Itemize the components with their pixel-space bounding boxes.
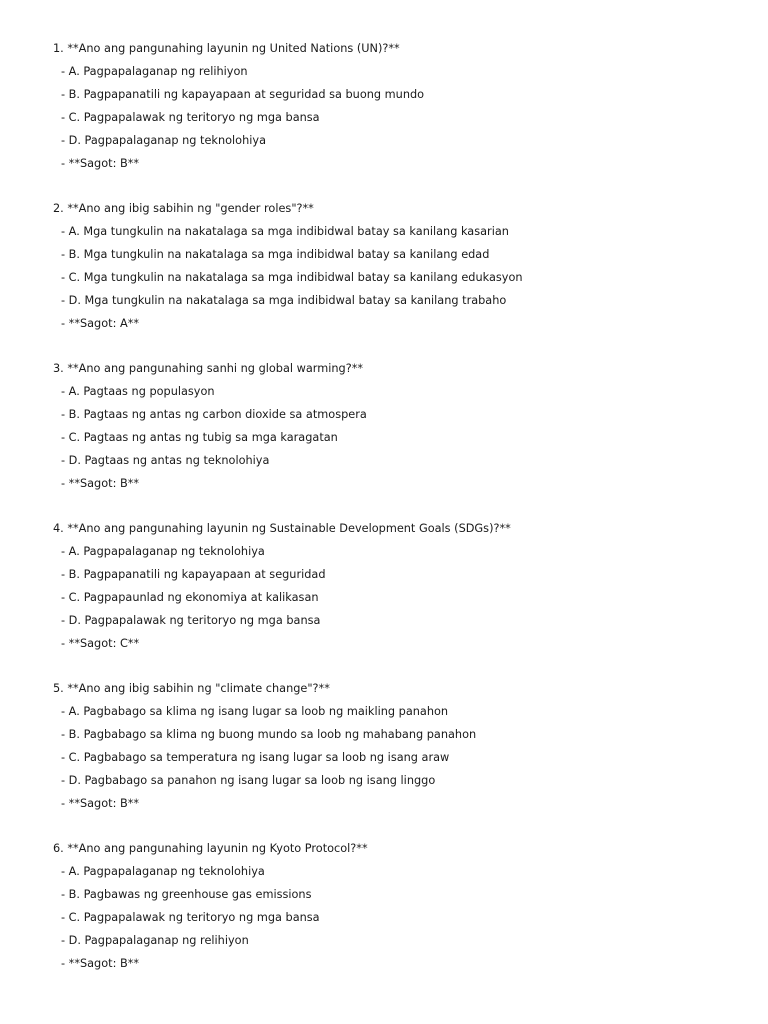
question-line xyxy=(53,842,753,865)
answer-line: - **Sagot: B** xyxy=(61,957,140,970)
option-a: - A. Pagpapalaganap ng teknolohiya xyxy=(61,545,265,558)
answer-line: - **Sagot: A** xyxy=(61,317,139,330)
answer-line: - **Sagot: B** xyxy=(61,477,140,490)
option-b: - B. Pagbawas ng greenhouse gas emissions xyxy=(61,888,312,901)
option-c: - C. Mga tungkulin na nakatalaga sa mga indibidwal batay sa kanilang edukasyon xyxy=(61,271,523,284)
option-d: - D. Pagpapalawak ng teritoryo ng mga bansa xyxy=(61,614,321,627)
option-a: - A. Pagpapalaganap ng teknolohiya xyxy=(61,865,265,878)
question-block xyxy=(53,522,753,660)
option-d: - D. Pagpapalaganap ng teknolohiya xyxy=(61,134,267,147)
question-text: **Ano ang ibig sabihin ng "climate change"?** xyxy=(67,682,330,695)
question-text: **Ano ang pangunahing layunin ng United Nations (UN)?** xyxy=(67,42,400,55)
question-number: 3. xyxy=(53,362,64,375)
option-a: - A. Pagbabago sa klima ng isang lugar sa loob ng maikling panahon xyxy=(61,705,449,718)
question-block xyxy=(53,362,753,500)
question-line xyxy=(53,522,753,545)
option-d: - D. Pagtaas ng antas ng teknolohiya xyxy=(61,454,270,467)
option-c: - C. Pagpapalawak ng teritoryo ng mga bansa xyxy=(61,911,320,924)
answer-line: - **Sagot: C** xyxy=(61,637,140,650)
option-a: - A. Pagtaas ng populasyon xyxy=(61,385,215,398)
answer-line: - **Sagot: B** xyxy=(61,157,140,170)
question-block xyxy=(53,682,753,820)
option-b: - B. Pagbabago sa klima ng buong mundo sa loob ng mahabang panahon xyxy=(61,728,477,741)
question-number: 2. xyxy=(53,202,64,215)
question-block xyxy=(53,842,753,980)
option-d: - D. Mga tungkulin na nakatalaga sa mga indibidwal batay sa kanilang trabaho xyxy=(61,294,507,307)
option-c: - C. Pagpapaunlad ng ekonomiya at kalikasan xyxy=(61,591,319,604)
question-number: 5. xyxy=(53,682,64,695)
question-number: 6. xyxy=(53,842,64,855)
option-c: - C. Pagtaas ng antas ng tubig sa mga karagatan xyxy=(61,431,338,444)
option-d: - D. Pagpapalaganap ng relihiyon xyxy=(61,934,249,947)
question-text: **Ano ang pangunahing sanhi ng global warming?** xyxy=(67,362,363,375)
option-a: - A. Mga tungkulin na nakatalaga sa mga indibidwal batay sa kanilang kasarian xyxy=(61,225,509,238)
option-b: - B. Pagpapanatili ng kapayapaan at seguridad xyxy=(61,568,326,581)
option-b: - B. Pagtaas ng antas ng carbon dioxide sa atmospera xyxy=(61,408,367,421)
question-text: **Ano ang ibig sabihin ng "gender roles"?** xyxy=(67,202,314,215)
question-number: 4. xyxy=(53,522,64,535)
option-c: - C. Pagpapalawak ng teritoryo ng mga bansa xyxy=(61,111,320,124)
question-number: 1. xyxy=(53,42,64,55)
question-line xyxy=(53,362,753,385)
question-line xyxy=(53,202,753,225)
question-line xyxy=(53,42,753,65)
question-line xyxy=(53,682,753,705)
question-text: **Ano ang pangunahing layunin ng Sustainable Development Goals (SDGs)?** xyxy=(67,522,511,535)
option-d: - D. Pagbabago sa panahon ng isang lugar sa loob ng isang linggo xyxy=(61,774,436,787)
option-c: - C. Pagbabago sa temperatura ng isang lugar sa loob ng isang araw xyxy=(61,751,450,764)
question-block xyxy=(53,42,753,180)
question-block xyxy=(53,202,753,340)
option-b: - B. Pagpapanatili ng kapayapaan at seguridad sa buong mundo xyxy=(61,88,425,101)
option-a: - A. Pagpapalaganap ng relihiyon xyxy=(61,65,248,78)
option-b: - B. Mga tungkulin na nakatalaga sa mga indibidwal batay sa kanilang edad xyxy=(61,248,490,261)
question-text: **Ano ang pangunahing layunin ng Kyoto Protocol?** xyxy=(67,842,368,855)
answer-line: - **Sagot: B** xyxy=(61,797,140,810)
